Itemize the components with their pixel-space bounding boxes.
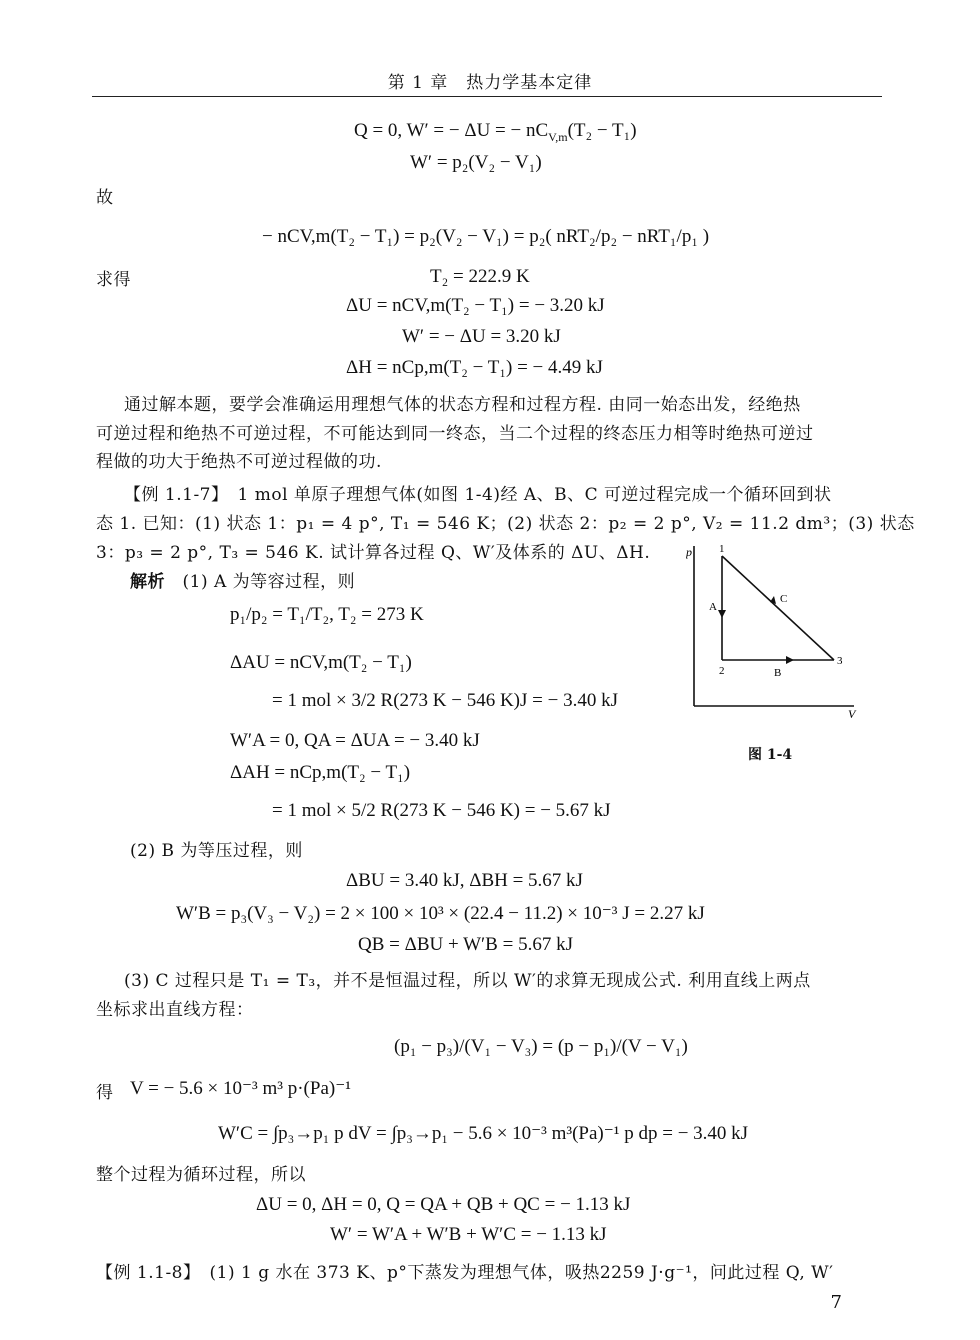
eq-delta-h: ΔH = nCp,m(T₂ − T₁) = − 4.49 kJ <box>346 357 603 378</box>
text-gu: 故 <box>96 188 114 208</box>
example-1-1-7-line-1: 【例 1.1-7】 1 mol 单原子理想气体(如图 1-4)经 A、B、C 可逆过程完成一个循环回到状 <box>124 485 832 505</box>
eq-line-1 <box>354 120 637 145</box>
arrow-b-icon <box>786 656 794 664</box>
page-number: 7 <box>830 1292 842 1313</box>
process-c-label: C <box>780 593 788 605</box>
eq-c3: W′C = ∫p₃→p₁ p dV = ∫p₃→p₁ − 5.6 × 10⁻³ m³(Pa)⁻¹ p dp = − 3.40 kJ <box>218 1123 749 1144</box>
eq-line-1-a: Q = 0, W′ = − ΔU = − nC <box>354 120 549 141</box>
text-de: 得 <box>96 1083 114 1103</box>
process-c-line <box>722 556 834 660</box>
text-b-intro: (2) B 为等压过程，则 <box>130 841 303 861</box>
figure-1-4-diagram <box>686 544 858 720</box>
point-2-label: 2 <box>719 665 725 677</box>
eq-d1: ΔU = 0, ΔH = 0, Q = QA + QB + QC = − 1.13 kJ <box>256 1194 631 1215</box>
eq-line-1-c: (T₂ − T₁) <box>567 120 637 141</box>
arrow-c-icon <box>770 596 776 604</box>
eq-w-prime: W′ = − ΔU = 3.20 kJ <box>402 326 561 347</box>
eq-line-4: − nCV,m(T₂ − T₁) = p₂(V₂ − V₁) = p₂( nRT₂/p₂ − nRT₁/p₁ ) <box>262 226 710 247</box>
eq-a4: W′A = 0, QA = ΔUA = − 3.40 kJ <box>230 730 480 751</box>
process-a-label: A <box>709 601 717 613</box>
solution-line <box>130 567 355 592</box>
text-c-line-1: (3) C 过程只是 T₁ = T₃，并不是恒温过程，所以 W′的求算无现成公式. 利用直线上两点 <box>124 971 811 991</box>
eq-delta-u: ΔU = nCV,m(T₂ − T₁) = − 3.20 kJ <box>346 295 605 316</box>
header-rule <box>92 96 882 97</box>
eq-d2: W′ = W′A + W′B + W′C = − 1.13 kJ <box>330 1224 607 1245</box>
figure-caption: 图 1-4 <box>748 747 793 763</box>
p-axis-label: p <box>686 545 692 559</box>
eq-b3: QB = ΔBU + W′B = 5.67 kJ <box>358 934 573 955</box>
paragraph-1-line-3: 程做的功大于绝热不可逆过程做的功. <box>96 452 382 472</box>
text-qiude: 求得 <box>96 270 131 290</box>
example-1-1-8-line: 【例 1.1-8】 (1) 1 g 水在 373 K、p°下蒸发为理想气体，吸热2259 J·g⁻¹，问此过程 Q, W′ <box>96 1263 834 1283</box>
eq-c2: V = − 5.6 × 10⁻³ m³ p·(Pa)⁻¹ <box>130 1078 351 1099</box>
running-header: 第 1 章 热力学基本定律 <box>387 73 593 93</box>
text-c-line-2: 坐标求出直线方程： <box>96 1000 254 1020</box>
solution-label: 解析 <box>130 572 165 592</box>
paragraph-1-line-1: 通过解本题，要学会准确运用理想气体的状态方程和过程方程. 由同一始态出发，经绝热 <box>124 395 801 415</box>
eq-t2: T₂ = 222.9 K <box>430 266 530 287</box>
eq-line-2: W′ = p₂(V₂ − V₁) <box>410 152 542 173</box>
v-axis-label: V <box>848 707 856 720</box>
solution-text: (1) A 为等容过程，则 <box>182 572 356 592</box>
eq-line-1-sub: V,m <box>548 129 568 144</box>
example-1-1-7-line-3: 3：p₃ = 2 p°, T₃ = 546 K. 试计算各过程 Q、W′及体系的 ΔU、ΔH. <box>96 543 651 563</box>
eq-a6: = 1 mol × 5/2 R(273 K − 546 K) = − 5.67 kJ <box>272 800 611 821</box>
eq-a3: = 1 mol × 3/2 R(273 K − 546 K)J = − 3.40 kJ <box>272 690 618 711</box>
eq-a1: p₁/p₂ = T₁/T₂, T₂ = 273 K <box>230 604 424 625</box>
eq-b1: ΔBU = 3.40 kJ, ΔBH = 5.67 kJ <box>346 870 583 891</box>
eq-c1: (p₁ − p₃)/(V₁ − V₃) = (p − p₁)/(V − V₁) <box>394 1036 688 1057</box>
text-cycle: 整个过程为循环过程，所以 <box>96 1165 306 1185</box>
point-1-label: 1 <box>719 544 725 555</box>
process-b-label: B <box>774 667 782 679</box>
eq-a5: ΔAH = nCp,m(T₂ − T₁) <box>230 762 411 783</box>
paragraph-1-line-2: 可逆过程和绝热不可逆过程，不可能达到同一终态，当二个过程的终态压力相等时绝热可逆过 <box>96 424 814 444</box>
example-1-1-7-line-2: 态 1. 已知：(1) 状态 1：p₁ = 4 p°, T₁ = 546 K；(2) 状态 2：p₂ = 2 p°, V₂ = 11.2 dm³；(3) 状态 <box>96 514 915 534</box>
eq-a2: ΔAU = nCV,m(T₂ − T₁) <box>230 652 412 673</box>
arrow-a-icon <box>718 610 726 618</box>
point-3-label: 3 <box>837 655 843 667</box>
eq-b2: W′B = p₃(V₃ − V₂) = 2 × 100 × 10³ × (22.4 − 11.2) × 10⁻³ J = 2.27 kJ <box>176 903 705 924</box>
